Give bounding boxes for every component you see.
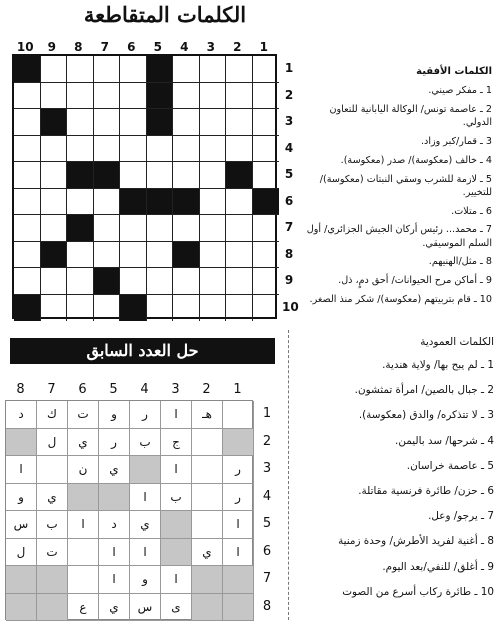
grid-cell[interactable] — [226, 295, 253, 322]
grid-cell[interactable] — [67, 109, 94, 136]
solution-cell: ن — [68, 456, 99, 484]
grid-cell[interactable] — [200, 162, 227, 189]
grid-cell[interactable] — [41, 83, 68, 110]
clue-item: 7 ـ محمد... رئيس أركان الجيش الجزائري/ أول السلم الموسيقي. — [306, 224, 492, 249]
grid-cell[interactable] — [14, 189, 41, 216]
black-cell — [173, 189, 200, 216]
page-title: الكلمات المتقاطعة — [83, 2, 247, 27]
grid-cell[interactable] — [120, 83, 147, 110]
grid-cell[interactable] — [226, 56, 253, 83]
shaded-cell — [223, 429, 254, 457]
row-number: 6 — [262, 543, 272, 559]
black-cell — [120, 189, 147, 216]
solution-cell: ج — [161, 429, 192, 457]
clue-item: 4 ـ خالف (معكوسة)/ صدر (معكوسة). — [340, 154, 492, 166]
grid-cell[interactable] — [200, 189, 227, 216]
horizontal-clues — [300, 65, 492, 312]
solution-cell: هـ — [192, 401, 223, 429]
column-number: 6 — [78, 382, 87, 397]
grid-cell[interactable] — [94, 189, 121, 216]
grid-cell[interactable] — [173, 109, 200, 136]
solution-cell: ر — [99, 429, 130, 457]
shaded-cell — [6, 429, 37, 457]
grid-cell[interactable] — [41, 215, 68, 242]
solution-cell: ا — [99, 566, 130, 594]
grid-cell[interactable] — [226, 109, 253, 136]
solution-cell — [223, 401, 254, 429]
grid-cell[interactable] — [253, 242, 280, 269]
clue-item: 8 ـ أغنية لفريد الأطرش/ وحدة زمنية — [338, 535, 494, 548]
shaded-cell — [223, 566, 254, 594]
grid-cell[interactable] — [120, 268, 147, 295]
clue-item: 1 ـ مفكر صيني. — [428, 85, 492, 97]
clue-item: 10 ـ قام بتربيتهم (معكوسة)/ شكر منذ الصغر. — [309, 293, 492, 305]
solution-cell: س — [6, 511, 37, 539]
column-number: 3 — [206, 40, 215, 54]
black-cell — [94, 268, 121, 295]
solution-column-numbers — [5, 382, 253, 398]
grid-cell[interactable] — [200, 109, 227, 136]
column-number: 3 — [171, 382, 180, 397]
grid-cell[interactable] — [200, 83, 227, 110]
column-number: 2 — [202, 382, 211, 397]
column-number: 8 — [16, 382, 25, 397]
shaded-cell — [99, 484, 130, 512]
solution-cell: ر — [130, 401, 161, 429]
grid-cell[interactable] — [147, 136, 174, 163]
horizontal-clues-heading: الكلمات الأفقية — [416, 66, 492, 77]
shaded-cell — [37, 566, 68, 594]
solution-cell: ل — [6, 539, 37, 567]
grid-cell[interactable] — [67, 268, 94, 295]
solution-cell: ي — [68, 429, 99, 457]
shaded-cell — [130, 456, 161, 484]
solution-cell: ر — [223, 456, 254, 484]
solution-cell: ا — [130, 539, 161, 567]
black-cell — [147, 56, 174, 83]
grid-cell[interactable] — [173, 162, 200, 189]
grid-cell[interactable] — [94, 56, 121, 83]
grid-cell[interactable] — [41, 136, 68, 163]
solution-cell — [192, 484, 223, 512]
solution-cell: ي — [192, 539, 223, 567]
grid-cell[interactable] — [200, 56, 227, 83]
vertical-clues — [296, 336, 494, 610]
grid-cell[interactable] — [67, 189, 94, 216]
clue-item: 6 ـ متلات. — [451, 205, 492, 217]
divider — [288, 330, 290, 620]
column-number: 5 — [153, 40, 162, 54]
grid-cell[interactable] — [173, 295, 200, 322]
solution-cell: ا — [161, 456, 192, 484]
grid-cell[interactable] — [253, 56, 280, 83]
grid-cell[interactable] — [253, 295, 280, 322]
grid-cell[interactable] — [120, 242, 147, 269]
grid-cell[interactable] — [67, 136, 94, 163]
shaded-cell — [6, 594, 37, 622]
grid-cell[interactable] — [226, 268, 253, 295]
grid-cell[interactable] — [253, 83, 280, 110]
solution-cell: ي — [99, 594, 130, 622]
row-number: 5 — [284, 167, 294, 181]
black-cell — [67, 162, 94, 189]
grid-cell[interactable] — [226, 189, 253, 216]
grid-cell[interactable] — [226, 242, 253, 269]
row-number: 4 — [284, 140, 294, 155]
vertical-clues-heading: الكلمات العمودية — [420, 336, 494, 348]
solution-cell: ب — [161, 484, 192, 512]
grid-cell[interactable] — [173, 83, 200, 110]
grid-cell[interactable] — [41, 268, 68, 295]
grid-cell[interactable] — [226, 215, 253, 242]
black-cell — [173, 242, 200, 269]
grid-cell[interactable] — [173, 56, 200, 83]
shaded-cell — [6, 566, 37, 594]
black-cell — [41, 242, 68, 269]
solution-cell — [68, 539, 99, 567]
column-number: 5 — [109, 382, 118, 397]
solution-cell: ا — [99, 539, 130, 567]
row-number: 7 — [284, 220, 294, 234]
grid-cell[interactable] — [147, 295, 174, 322]
solution-cell: ر — [223, 484, 254, 512]
solution-cell: ي — [99, 456, 130, 484]
solution-cell — [192, 511, 223, 539]
clue-item: 8 ـ مثل/الهنيهم. — [428, 256, 492, 268]
grid-cell[interactable] — [200, 242, 227, 269]
black-cell — [67, 215, 94, 242]
grid-cell[interactable] — [253, 162, 280, 189]
solution-cell: و — [99, 401, 130, 429]
column-number: 4 — [140, 382, 149, 397]
grid-cell[interactable] — [67, 242, 94, 269]
grid-cell[interactable] — [94, 109, 121, 136]
clue-item: 9 ـ أغلق/ للنفي/بعد اليوم. — [382, 560, 494, 573]
column-number: 2 — [233, 40, 242, 54]
grid-cell[interactable] — [94, 136, 121, 163]
black-cell — [14, 56, 41, 83]
row-number: 1 — [262, 406, 272, 421]
grid-cell[interactable] — [200, 295, 227, 322]
crossword-grid — [12, 54, 277, 319]
clue-item: 10 ـ طائرة ركاب أسرع من الصوت — [342, 585, 494, 598]
grid-cell[interactable] — [14, 268, 41, 295]
solution-cell: ب — [37, 511, 68, 539]
black-cell — [147, 189, 174, 216]
row-number: 1 — [284, 61, 294, 75]
grid-cell[interactable] — [120, 109, 147, 136]
solution-cell — [68, 566, 99, 594]
column-number: 7 — [47, 382, 56, 397]
shaded-cell — [68, 484, 99, 512]
grid-cell[interactable] — [253, 215, 280, 242]
grid-cell[interactable] — [226, 83, 253, 110]
grid-cell[interactable] — [120, 215, 147, 242]
solution-cell — [192, 456, 223, 484]
solution-cell: و — [130, 566, 161, 594]
row-number: 3 — [262, 461, 272, 476]
solution-cell: د — [6, 401, 37, 429]
grid-cell[interactable] — [226, 136, 253, 163]
grid-cell[interactable] — [41, 295, 68, 322]
solution-cell: ا — [6, 456, 37, 484]
grid-cell[interactable] — [200, 136, 227, 163]
black-cell — [253, 189, 280, 216]
clue-item: 1 ـ لم يبح بها/ ولاية هندية. — [382, 359, 494, 371]
column-number: 8 — [74, 40, 83, 54]
row-number: 9 — [284, 273, 294, 287]
row-number: 7 — [262, 571, 272, 586]
row-number: 4 — [262, 488, 272, 504]
shaded-cell — [161, 511, 192, 539]
row-number: 5 — [262, 516, 272, 531]
clue-item: 4 ـ شرحها/ سد باليمن. — [395, 434, 494, 447]
solution-cell: ا — [68, 511, 99, 539]
puzzle-column-numbers — [12, 40, 277, 54]
grid-cell[interactable] — [253, 136, 280, 163]
grid-cell[interactable] — [94, 215, 121, 242]
solution-cell: ا — [130, 484, 161, 512]
grid-cell[interactable] — [67, 56, 94, 83]
grid-cell[interactable] — [41, 189, 68, 216]
shaded-cell — [223, 594, 254, 622]
solution-row-numbers — [257, 400, 281, 620]
shaded-cell — [37, 594, 68, 622]
grid-cell[interactable] — [200, 215, 227, 242]
solution-cell: ت — [68, 401, 99, 429]
black-cell — [120, 295, 147, 322]
shaded-cell — [192, 566, 223, 594]
solution-cell: ل — [37, 429, 68, 457]
solution-grid — [5, 400, 253, 620]
column-number: 10 — [16, 40, 34, 54]
row-number: 2 — [262, 433, 272, 449]
clue-item: 9 ـ أماكن مرح الحيوانات/ أحق دمٍ، ذل. — [338, 275, 492, 287]
black-cell — [147, 109, 174, 136]
solution-cell: ى — [161, 594, 192, 622]
row-number: 8 — [262, 598, 272, 614]
grid-cell[interactable] — [41, 162, 68, 189]
grid-cell[interactable] — [94, 295, 121, 322]
column-number: 4 — [180, 40, 189, 54]
grid-cell[interactable] — [67, 295, 94, 322]
grid-cell[interactable] — [14, 83, 41, 110]
solution-cell: ا — [161, 401, 192, 429]
grid-cell[interactable] — [173, 215, 200, 242]
clue-item: 2 ـ جبال بالصين/ امرأة تمثشون. — [354, 384, 494, 397]
grid-cell[interactable] — [147, 242, 174, 269]
column-number: 1 — [259, 40, 268, 54]
black-cell — [41, 109, 68, 136]
row-number: 2 — [284, 87, 294, 102]
grid-cell[interactable] — [94, 83, 121, 110]
black-cell — [147, 83, 174, 110]
solution-cell: ت — [37, 539, 68, 567]
column-number: 7 — [100, 40, 109, 54]
solution-cell — [37, 456, 68, 484]
solution-cell — [192, 429, 223, 457]
solution-cell: ا — [223, 511, 254, 539]
grid-cell[interactable] — [147, 268, 174, 295]
clue-item: 3 ـ لا تتذكره/ والدق (معكوسة). — [358, 409, 494, 422]
grid-cell[interactable] — [94, 242, 121, 269]
clue-item: 7 ـ يرجو/ وعل. — [428, 510, 494, 523]
shaded-cell — [161, 539, 192, 567]
solution-cell: ب — [130, 429, 161, 457]
row-number: 6 — [284, 193, 294, 208]
grid-cell[interactable] — [147, 162, 174, 189]
solution-cell: ع — [68, 594, 99, 622]
clue-item: 2 ـ عاصمة تونس/ الوكالة اليابانية للتعاون الدولي. — [329, 104, 492, 129]
grid-cell[interactable] — [41, 56, 68, 83]
row-number: 10 — [282, 299, 299, 314]
grid-cell[interactable] — [14, 215, 41, 242]
solution-cell: د — [99, 511, 130, 539]
previous-solution-banner: حل العدد السابق — [10, 338, 275, 364]
solution-cell: س — [130, 594, 161, 622]
grid-cell[interactable] — [253, 268, 280, 295]
grid-cell[interactable] — [173, 136, 200, 163]
puzzle-row-numbers — [282, 54, 302, 319]
solution-cell: و — [6, 484, 37, 512]
black-cell — [94, 162, 121, 189]
grid-cell[interactable] — [173, 268, 200, 295]
solution-cell: ك — [37, 401, 68, 429]
solution-cell: ي — [37, 484, 68, 512]
grid-cell[interactable] — [200, 268, 227, 295]
grid-cell[interactable] — [14, 109, 41, 136]
clue-item: 5 ـ عاصمة خراسان. — [406, 459, 494, 472]
grid-cell[interactable] — [14, 242, 41, 269]
column-number: 6 — [127, 40, 136, 54]
grid-cell[interactable] — [147, 215, 174, 242]
grid-cell[interactable] — [120, 136, 147, 163]
grid-cell[interactable] — [253, 109, 280, 136]
grid-cell[interactable] — [67, 83, 94, 110]
shaded-cell — [192, 594, 223, 622]
column-number: 1 — [233, 382, 242, 397]
column-number: 9 — [47, 40, 56, 54]
clue-item: 5 ـ لازمة للشرب وسقي النبتات (معكوسة)/ للتخيير. — [319, 173, 492, 198]
solution-cell: ي — [130, 511, 161, 539]
solution-cell: ا — [223, 539, 254, 567]
grid-cell[interactable] — [120, 162, 147, 189]
row-number: 8 — [284, 246, 294, 261]
solution-cell: ا — [161, 566, 192, 594]
grid-cell[interactable] — [14, 162, 41, 189]
row-number: 3 — [284, 114, 294, 128]
black-cell — [226, 162, 253, 189]
clue-item: 3 ـ قمار/كبر وزاد. — [421, 136, 492, 147]
clue-item: 6 ـ حزن/ طائرة فرنسية مقاتلة. — [358, 484, 494, 497]
grid-cell[interactable] — [14, 136, 41, 163]
grid-cell[interactable] — [120, 56, 147, 83]
black-cell — [14, 295, 41, 322]
